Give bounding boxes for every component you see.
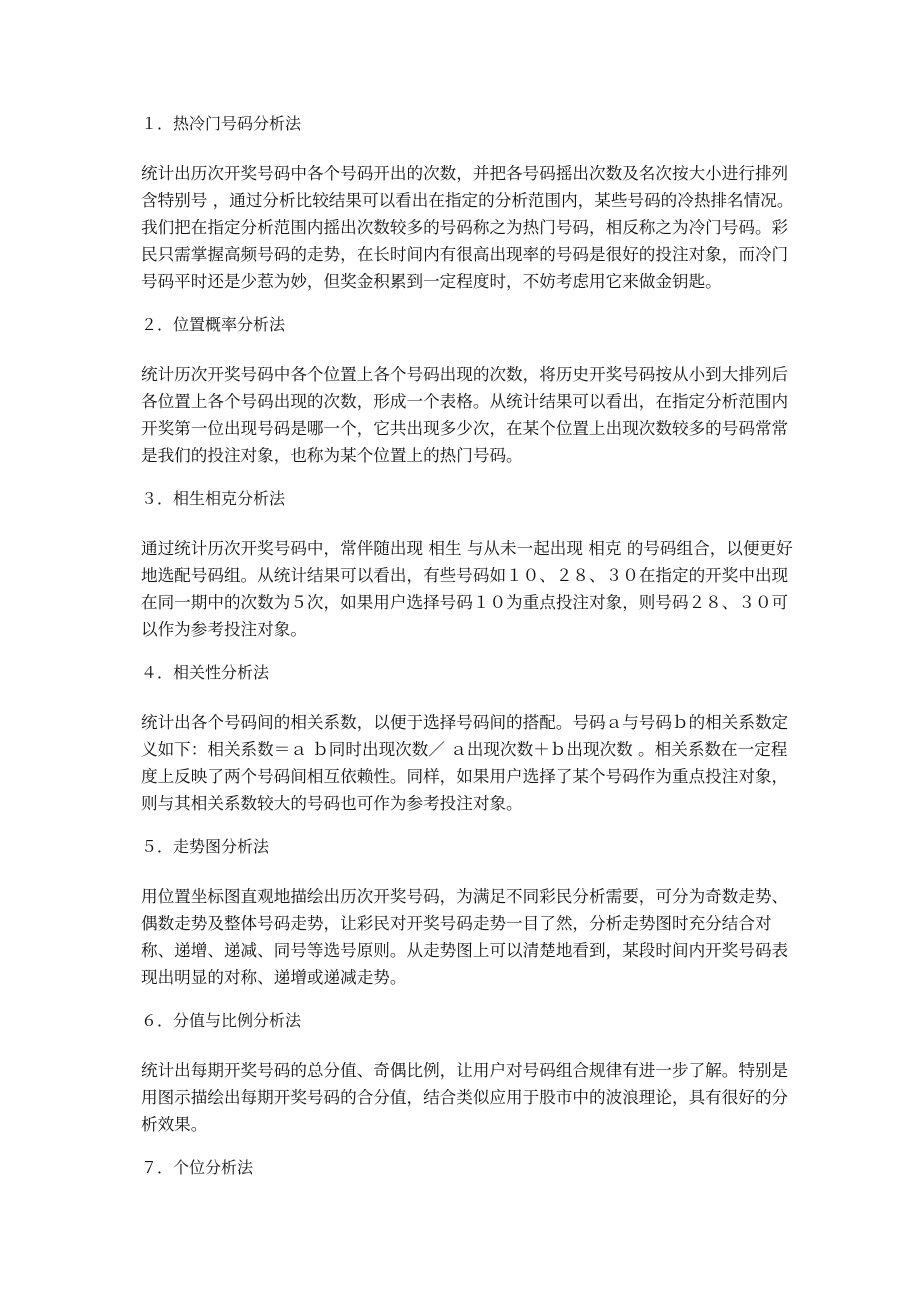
section-4 [141, 661, 801, 817]
section-paragraph: 统计出各个号码间的相关系数，以便于选择号码间的搭配。号码ａ与号码ｂ的相关系数定义如下：相关系数＝ａ ｂ同时出现次数／ ａ出现次数＋ｂ出现次数 。相关系数在一定程度上反映了两个号码间相互依赖性。同样，如果用户选择了某个号码作为重点投注对象，则与其相关系数较大的号码也可作为参考投注对象。 [141, 713, 789, 813]
section-heading: ７．个位分析法 [141, 1158, 254, 1177]
section-heading: ４．相关性分析法 [141, 663, 270, 682]
section-heading: ５．走势图分析法 [141, 837, 270, 856]
section-paragraph: 统计历次开奖号码中各个位置上各个号码出现的次数，将历史开奖号码按从小到大排列后各位置上各个号码出现的次数，形成一个表格。从统计结果可以看出，在指定分析范围内开奖第一位出现号码是哪一个，它共出现多少次，在某个位置上出现次数较多的号码常常是我们的投注对象，也称为某个位置上的热门号码。 [141, 365, 789, 465]
section-3 [141, 487, 801, 643]
section-paragraph: 用位置坐标图直观地描绘出历次开奖号码，为满足不同彩民分析需要，可分为奇数走势、偶数走势及整体号码走势，让彩民对开奖号码走势一目了然，分析走势图时充分结合对称、递增、递减、同号等选号原则。从走势图上可以清楚地看到，某段时间内开奖号码表现出明显的对称、递增或递减走势。 [141, 887, 789, 987]
section-heading: ３．相生相克分析法 [141, 489, 286, 508]
section-paragraph: 统计出每期开奖号码的总分值、奇偶比例，让用户对号码组合规律有进一步了解。特别是用图示描绘出每期开奖号码的合分值，结合类似应用于股市中的波浪理论，具有很好的分析效果。 [141, 1061, 789, 1134]
section-6 [141, 1009, 801, 1138]
section-7 [141, 1156, 801, 1180]
section-heading: ２．位置概率分析法 [141, 315, 286, 334]
section-2 [141, 313, 801, 469]
section-paragraph: 统计出历次开奖号码中各个号码开出的次数，并把各号码摇出次数及名次按大小进行排列 含特别号 ，通过分析比较结果可以看出在指定的分析范围内，某些号码的冷热排名情况。我们把在指定分析范围内摇出次数较多的号码称之为热门号码，相反称之为冷门号码。彩民只需掌握高频号码的走势，在长时间内有很高出现率的号码是很好的投注对象，而冷门号码平时还是少惹为妙，但奖金积累到一定程度时，不妨考虑用它来做金钥匙。 [141, 164, 794, 291]
section-5 [141, 835, 801, 991]
section-heading: ６．分值与比例分析法 [141, 1011, 302, 1030]
section-heading: １．热冷门号码分析法 [141, 114, 302, 133]
section-1 [141, 112, 801, 295]
section-paragraph: 通过统计历次开奖号码中，常伴随出现 相生 与从未一起出现 相克 的号码组合，以便更好地选配号码组。从统计结果可以看出，有些号码如１０、２８、３０在指定的开奖中出现在同一期中的次数为５次，如果用户选择号码１０为重点投注对象，则号码２８、３０可以作为参考投注对象。 [141, 539, 793, 639]
document-page [141, 112, 801, 1204]
